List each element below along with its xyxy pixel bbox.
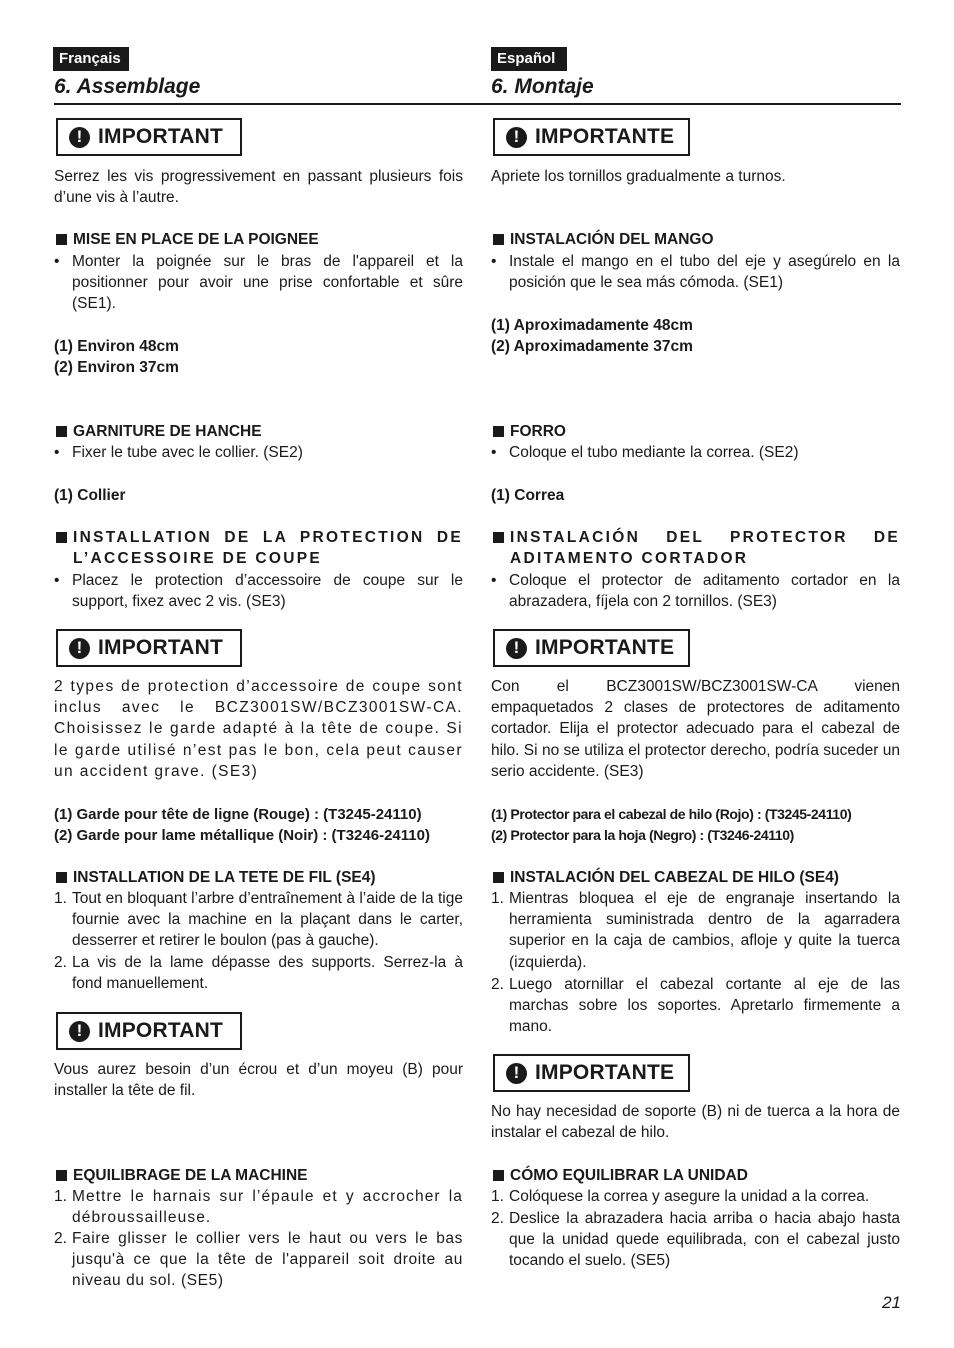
exclamation-icon: !: [506, 1063, 527, 1084]
label-line: (2) Protector para la hoja (Negro) : (T3246-24110): [491, 827, 794, 843]
numbered-text: Deslice la abrazadera hacia arriba o hacia abajo hasta que la unidad quede equilibrada, con el cabezal justo tocando el suelo. (SE5): [509, 1210, 900, 1270]
exclamation-icon: !: [506, 127, 527, 148]
heading-hip: GARNITURE DE HANCHE: [54, 421, 463, 442]
bullet-item: • Fixer le tube avec le collier. (SE2): [54, 444, 303, 461]
important-box: [493, 1054, 690, 1092]
heading-handle: INSTALACIÓN DEL MANGO: [491, 229, 900, 250]
label-line: (1) Garde pour tête de ligne (Rouge) : (T3245-24110): [54, 806, 422, 823]
important-text: Vous aurez besoin d’un écrou et d’un moyeu (B) pour installer la tête de fil.: [54, 1061, 463, 1100]
important-box: [493, 629, 690, 667]
bullet-item: • Placez le protection d’accessoire de coupe sur le support, fixez avec 2 vis. (SE3): [54, 572, 463, 611]
bullet-text: Placez le protection d’accessoire de coupe sur le support, fixez avec 2 vis. (SE3): [72, 572, 463, 611]
section-title: 6. Assemblage: [54, 75, 201, 98]
label-line: (1) Environ 48cm: [54, 338, 179, 355]
numbered-item: 2. La vis de la lame dépasse des supports. Serrez-la à fond manuellement.: [54, 954, 463, 993]
numbered-text: Colóquese la correa y asegure la unidad a la correa.: [509, 1188, 870, 1205]
numbered-text: Faire glisser le collier vers le haut ou vers le bas jusqu'à ce que la tête de l'appareil soit droite au niveau du sol. (SE5): [72, 1230, 463, 1290]
important-box: [56, 629, 242, 667]
important-label: IMPORTANT: [98, 636, 224, 659]
numbered-text: Mettre le harnais sur l’épaule et y accrocher la débroussailleuse.: [72, 1188, 463, 1227]
numbered-text: Tout en bloquant l’arbre d’entraînement à l’aide de la tige fournie avec la machine en la plaçant dans le carter, desserrer et retirer le boulon (pas à gauche).: [72, 890, 463, 950]
numbered-item: 2. Deslice la abrazadera hacia arriba o hacia abajo hasta que la unidad quede equilibrada, con el cabezal justo tocando el suelo. (SE5): [491, 1210, 900, 1270]
important-label: IMPORTANT: [98, 125, 224, 148]
exclamation-icon: !: [69, 1021, 90, 1042]
label-line: (1) Correa: [491, 487, 565, 504]
bullet-text: Coloque el protector de aditamento cortador en la abrazadera, fíjela con 2 tornillos. (SE3): [509, 572, 900, 611]
heading-guard: INSTALACIÓN DEL PROTECTOR DE ADITAMENTO CORTADOR: [491, 527, 900, 569]
important-text: Con el BCZ3001SW/BCZ3001SW-CA vienen empaquetados 2 clases de protectores de aditamento cortador. Elija el protector adecuado para el cabezal de hilo. Si no se utiliza el protector derecho, podría suceder un serio accidente. (SE3): [491, 678, 900, 780]
important-label: IMPORTANT: [98, 1019, 224, 1042]
numbered-item: 1. Mettre le harnais sur l’épaule et y accrocher la débroussailleuse.: [54, 1188, 463, 1227]
heading-guard: INSTALLATION DE LA PROTECTION DE L’ACCESSOIRE DE COUPE: [54, 527, 463, 569]
bullet-item: • Coloque el protector de aditamento cortador en la abrazadera, fíjela con 2 tornillos. (SE3): [491, 572, 900, 611]
header-rule: [54, 103, 901, 105]
numbered-item: 1. Colóquese la correa y asegure la unidad a la correa.: [491, 1188, 870, 1205]
bullet-text: Coloque el tubo mediante la correa. (SE2): [509, 444, 799, 461]
exclamation-icon: !: [506, 638, 527, 659]
bullet-text: Fixer le tube avec le collier. (SE2): [72, 444, 303, 461]
language-tag: Français: [53, 47, 129, 71]
section-title: 6. Montaje: [491, 75, 594, 98]
important-text: 2 types de protection d’accessoire de coupe sont inclus avec le BCZ3001SW/BCZ3001SW-CA. Choisissez le garde adapté à la tête de coupe. Si le garde utilisé n’est pas le bon, cela peut causer un accident grave. (SE3): [54, 678, 463, 780]
heading-line-head: INSTALLATION DE LA TETE DE FIL (SE4): [54, 867, 463, 888]
label-line: (1) Aproximadamente 48cm: [491, 317, 693, 334]
bullet-item: • Coloque el tubo mediante la correa. (SE2): [491, 444, 799, 461]
numbered-item: 2. Luego atornillar el cabezal cortante al eje de las marchas sobre los soportes. Apretarlo firmemente a mano.: [491, 976, 900, 1036]
important-label: IMPORTANTE: [535, 125, 675, 148]
numbered-text: Luego atornillar el cabezal cortante al eje de las marchas sobre los soportes. Apretarlo firmemente a mano.: [509, 976, 900, 1036]
label-line: (1) Protector para el cabezal de hilo (Rojo) : (T3245-24110): [491, 806, 852, 822]
label-line: (2) Aproximadamente 37cm: [491, 338, 693, 355]
important-text: No hay necesidad de soporte (B) ni de tuerca a la hora de instalar el cabezal de hilo.: [491, 1103, 900, 1142]
bullet-text: Instale el mango en el tubo del eje y asegúrelo en la posición que le sea más cómoda. (SE1): [509, 253, 900, 292]
numbered-item: 1. Tout en bloquant l’arbre d’entraînement à l’aide de la tige fournie avec la machine en la plaçant dans le carter, desserrer et retirer le boulon (pas à gauche).: [54, 890, 463, 950]
important-label: IMPORTANTE: [535, 1061, 675, 1084]
bullet-item: • Monter la poignée sur le bras de l'appareil et la positionner pour avoir une prise confortable et sûre (SE1).: [54, 253, 463, 313]
heading-handle: MISE EN PLACE DE LA POIGNEE: [54, 229, 463, 250]
intro-text: Serrez les vis progressivement en passant plusieurs fois d’une vis à l’autre.: [54, 168, 463, 207]
important-box: [56, 1012, 242, 1050]
intro-text: Apriete los tornillos gradualmente a turnos.: [491, 168, 786, 185]
important-box: [56, 118, 242, 156]
bullet-text: Monter la poignée sur le bras de l'appareil et la positionner pour avoir une prise confortable et sûre (SE1).: [72, 253, 463, 313]
important-label: IMPORTANTE: [535, 636, 675, 659]
numbered-text: La vis de la lame dépasse des supports. Serrez-la à fond manuellement.: [72, 954, 463, 993]
label-line: (2) Garde pour lame métallique (Noir) : (T3246-24110): [54, 827, 430, 844]
numbered-item: 1. Mientras bloquea el eje de engranaje insertando la herramienta suministrada dentro de la agarradera superior en la caja de cambios, afloje y quite la tuerca (izquierda).: [491, 890, 900, 971]
page-number: 21: [882, 1293, 901, 1312]
important-box: [493, 118, 690, 156]
language-tag: Español: [491, 47, 567, 71]
heading-balance: EQUILIBRAGE DE LA MACHINE: [54, 1165, 463, 1186]
label-line: (2) Environ 37cm: [54, 359, 179, 376]
heading-hip: FORRO: [491, 421, 900, 442]
numbered-text: Mientras bloquea el eje de engranaje insertando la herramienta suministrada dentro de la agarradera superior en la caja de cambios, afloje y quite la tuerca (izquierda).: [509, 890, 900, 971]
heading-balance: CÓMO EQUILIBRAR LA UNIDAD: [491, 1165, 900, 1186]
label-line: (1) Collier: [54, 487, 126, 504]
heading-line-head: INSTALACIÓN DEL CABEZAL DE HILO (SE4): [491, 867, 900, 888]
bullet-item: • Instale el mango en el tubo del eje y asegúrelo en la posición que le sea más cómoda. (SE1): [491, 253, 900, 292]
exclamation-icon: !: [69, 127, 90, 148]
numbered-item: 2. Faire glisser le collier vers le haut ou vers le bas jusqu'à ce que la tête de l'appareil soit droite au niveau du sol. (SE5): [54, 1230, 463, 1290]
exclamation-icon: !: [69, 638, 90, 659]
